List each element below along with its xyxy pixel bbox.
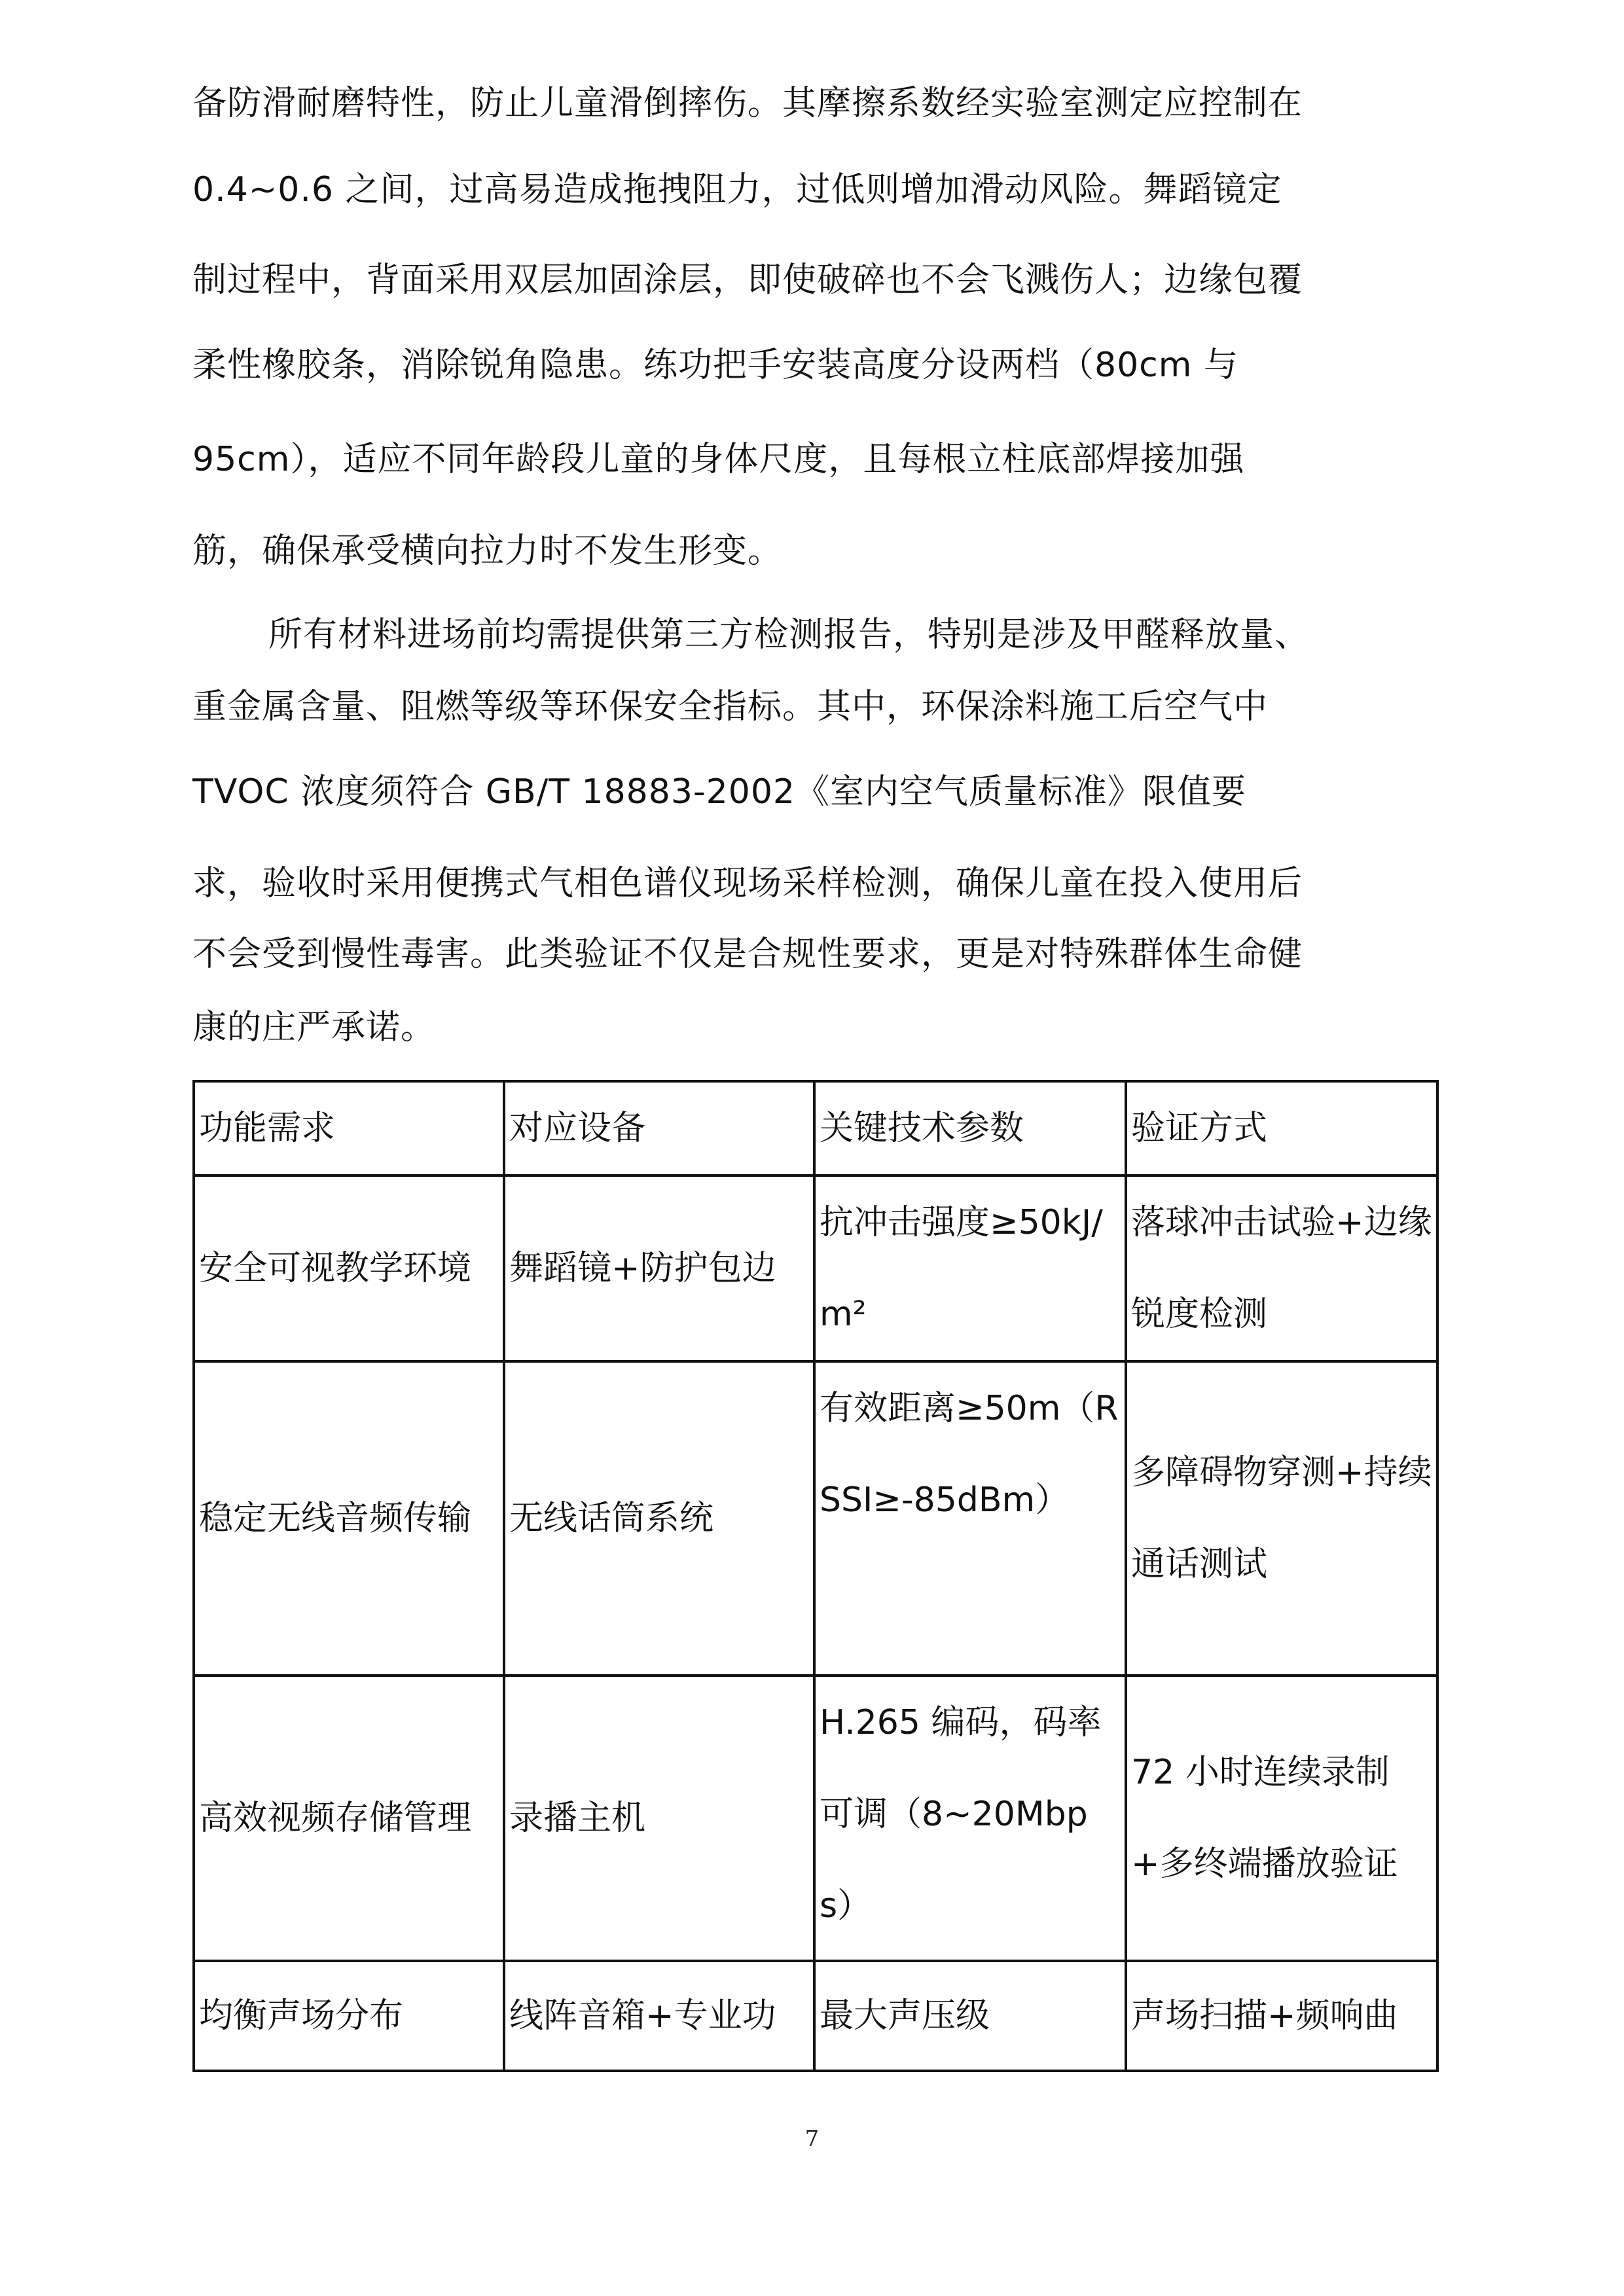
paragraph-line: 不会受到慢性毒害。此类验证不仅是合规性要求，更是对特殊群体生命健 [192,935,1303,974]
table-header-row [194,1081,1437,1175]
table-cell: 多障碍物穿测+持续通话测试 [1126,1361,1437,1676]
table-row [194,1361,1437,1676]
table-cell: 安全可视教学环境 [194,1175,504,1361]
table-cell: 录播主机 [504,1676,814,1961]
table-header-cell: 功能需求 [194,1081,504,1175]
table-header-cell: 关键技术参数 [814,1081,1126,1175]
table-cell: 声场扫描+频响曲 [1126,1961,1437,2071]
table-row [194,1175,1437,1361]
paragraph-line: 所有材料进场前均需提供第三方检测报告，特别是涉及甲醛释放量、 [268,615,1310,655]
requirements-table [192,1080,1439,2072]
table-header-cell: 验证方式 [1126,1081,1437,1175]
table-cell: 稳定无线音频传输 [194,1361,504,1676]
table-cell: 舞蹈镜+防护包边 [504,1175,814,1361]
table-header-cell: 对应设备 [504,1081,814,1175]
table-cell: 高效视频存储管理 [194,1676,504,1961]
paragraph-line: 0.4~0.6 之间，过高易造成拖拽阻力，过低则增加滑动风险。舞蹈镜定 [192,170,1282,209]
paragraph-line: 筋，确保承受横向拉力时不发生形变。 [192,531,783,571]
table-cell: 有效距离≥50m（RSSI≥-85dBm） [814,1361,1126,1676]
table-cell: H.265 编码，码率可调（8~20Mbps） [814,1676,1126,1961]
paragraph-line: 重金属含量、阻燃等级等环保安全指标。其中，环保涂料施工后空气中 [192,687,1269,726]
paragraph-line: 制过程中，背面采用双层加固涂层，即使破碎也不会飞溅伤人；边缘包覆 [192,260,1303,300]
paragraph-line: TVOC 浓度须符合 GB/T 18883-2002《室内空气质量标准》限值要 [192,772,1247,812]
paragraph-line: 备防滑耐磨特性，防止儿童滑倒摔伤。其摩擦系数经实验室测定应控制在 [192,84,1303,123]
table-cell: 最大声压级 [814,1961,1126,2071]
table-cell: 抗冲击强度≥50kJ/m² [814,1175,1126,1361]
table-row [194,1961,1437,2071]
paragraph-line: 求，验收时采用便携式气相色谱仪现场采样检测，确保儿童在投入使用后 [192,864,1303,903]
table-cell: 无线话筒系统 [504,1361,814,1676]
table-cell: 线阵音箱+专业功 [504,1961,814,2071]
table-row [194,1676,1437,1961]
page-number: 7 [804,2126,820,2152]
table-cell: 72 小时连续录制+多终端播放验证 [1126,1676,1437,1961]
paragraph-line: 95cm），适应不同年龄段儿童的身体尺度，且每根立柱底部焊接加强 [192,440,1245,479]
table-cell: 落球冲击试验+边缘锐度检测 [1126,1175,1437,1361]
paragraph-line: 柔性橡胶条，消除锐角隐患。练功把手安装高度分设两档（80cm 与 [192,346,1238,385]
table-cell: 均衡声场分布 [194,1961,504,2071]
paragraph-line: 康的庄严承诺。 [192,1008,436,1047]
